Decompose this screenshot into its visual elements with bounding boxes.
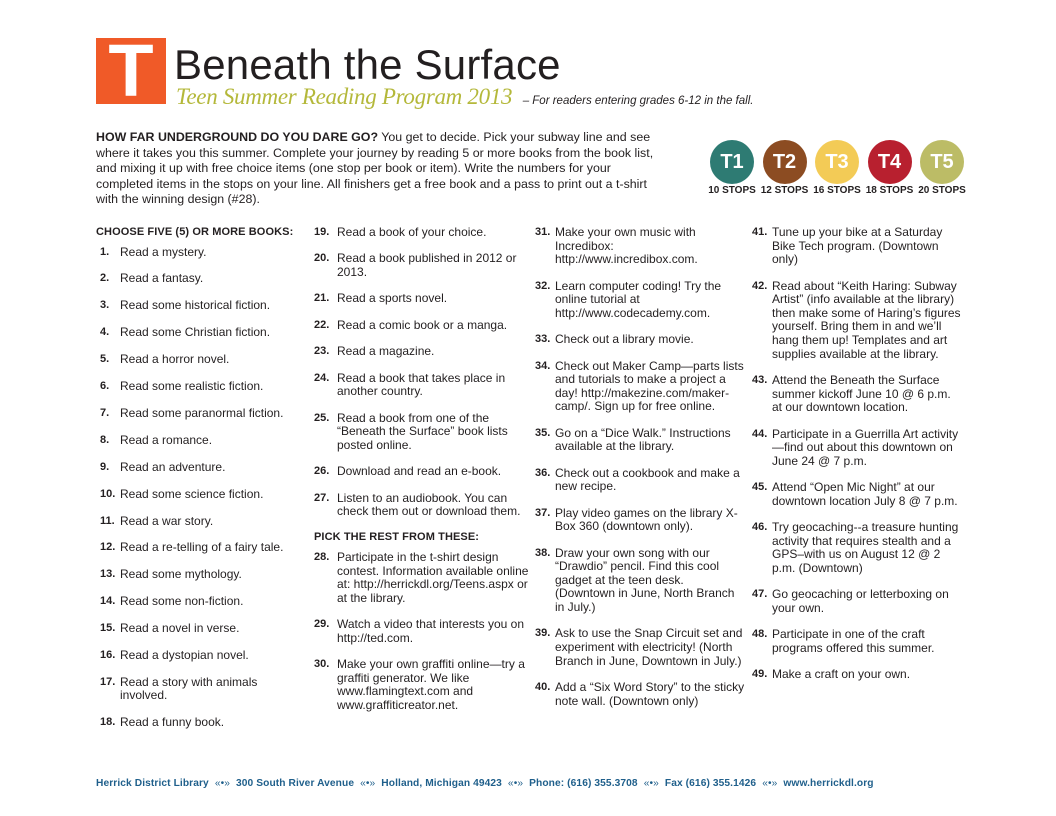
list-item [96,461,308,475]
item-number: 46. [752,521,768,534]
item-text: Try geocaching--a treasure hunting activity that requires stealth and a GPS–with us on August 12 @ 2 p.m. (Downtown) [772,520,959,575]
list-item [314,492,532,519]
list-item [96,716,308,730]
item-number: 10. [100,487,116,500]
item-number: 17. [100,675,116,688]
item-number: 12. [100,541,116,554]
list-item [752,374,964,415]
item-number: 30. [314,658,330,671]
item-text: Read about “Keith Haring: Subway Artist” (info available at the library) then make some of Haring’s figures yourself. Bring them in and we’ll hang them up! Templates and art supplies available at the library. [772,278,961,361]
list-item [752,588,964,615]
item-text: Participate in the t-shirt design contest. Information available online at: http://herrickdl.org/Teens.aspx or at the library. [337,550,529,605]
item-text: Go on a “Dice Walk.” Instructions available at the library. [555,425,731,454]
item-text: Make a craft on your own. [772,667,911,682]
item-number: 44. [752,427,768,440]
list-item [535,681,745,708]
footer-address: 300 South River Avenue [236,778,355,789]
line-badge-t3 [811,140,863,196]
item-text: Read a book from one of the “Beneath the Surface” book lists posted online. [337,410,508,452]
item-number: 11. [100,514,115,527]
item-number: 40. [535,681,551,694]
item-number: 18. [100,716,116,729]
books-heading: CHOOSE FIVE (5) OR MORE BOOKS: [96,226,294,238]
item-number: 31. [535,226,551,238]
item-text: Read a book published in 2012 or 2013. [337,251,517,279]
list-item [314,319,532,333]
item-text: Check out a cookbook and make a new recipe. [555,465,740,494]
item-number: 35. [535,426,551,439]
item-text: Add a “Six Word Story” to the sticky note wall. (Downtown only) [555,680,745,708]
list-item [96,434,308,448]
item-text: Read a book that takes place in another country. [337,370,506,399]
item-text: Read a magazine. [337,344,435,359]
list-item [752,668,964,682]
item-text: Read a novel in verse. [120,621,240,636]
list-item [96,649,308,663]
list-item [752,428,964,469]
item-number: 2. [100,272,110,285]
free-choice-list [314,551,532,713]
item-number: 6. [100,380,110,393]
list-item [752,226,964,267]
rest-heading: PICK THE REST FROM THESE: [314,531,480,544]
list-item [96,380,308,394]
list-item [314,412,532,453]
list-item [535,280,745,321]
footer-website-link[interactable]: www.herrickdl.org [783,778,874,789]
item-number: 34. [535,359,551,372]
item-text: Read some non-fiction. [120,594,244,609]
list-item [96,595,308,609]
list-item [535,507,745,534]
item-number: 27. [314,491,330,504]
item-number: 47. [752,588,768,601]
item-number: 16. [100,648,116,661]
item-text: Read a romance. [120,432,213,447]
list-item [535,427,745,454]
list-item [752,280,964,362]
line-circle: T3 [815,140,859,184]
list-item [535,333,745,347]
list-item [96,407,308,421]
footer-separator: «•» [643,778,659,789]
list-item [535,467,745,494]
list-item [96,299,308,313]
list-item [96,326,308,340]
item-text: Read a sports novel. [337,291,448,306]
list-item [314,618,532,645]
item-number: 14. [100,595,116,608]
list-item [752,481,964,508]
line-circle: T4 [868,140,912,184]
item-number: 33. [535,333,551,346]
item-text: Tune up your bike at a Saturday Bike Tech program. (Downtown only) [772,225,943,267]
list-item [314,292,532,306]
list-item [314,372,532,399]
column-4 [752,226,964,695]
item-text: Play video games on the library X-Box 360 (downtown only). [555,505,738,534]
line-stops: 10 STOPS [708,185,756,196]
item-text: Participate in a Guerrilla Art activity—find out about this downtown on June 24 @ 7 p.m. [772,426,959,468]
item-text: Participate in one of the craft programs offered this summer. [772,627,935,655]
free-choice-list [535,226,745,708]
footer [96,778,874,789]
item-text: Read some science fiction. [120,486,264,501]
list-item [314,658,532,712]
column-2 [314,226,532,725]
list-item [96,246,308,260]
footer-fax: Fax (616) 355.1426 [664,778,757,789]
footer-separator: «•» [360,778,376,789]
item-text: Learn computer coding! Try the online tutorial at http://www.codecademy.com. [555,278,722,320]
item-number: 38. [535,546,551,559]
item-text: Check out a library movie. [555,332,694,347]
item-text: Read some mythology. [120,567,242,582]
line-stops: 16 STOPS [813,185,861,196]
item-number: 28. [314,551,330,564]
line-badge-t1 [706,140,758,196]
subway-lines [706,140,968,200]
list-item [314,465,532,479]
column-1 [96,226,308,743]
item-text: Read a story with animals involved. [120,674,258,703]
list-item [535,627,745,668]
item-number: 29. [314,618,330,631]
item-number: 37. [535,506,551,519]
item-number: 39. [535,627,551,640]
item-number: 15. [100,622,116,635]
item-text: Read an adventure. [120,459,226,474]
line-stops: 18 STOPS [865,185,914,196]
list-item [96,622,308,636]
grades-note: – For readers entering grades 6-12 in the fall. [522,95,754,107]
item-number: 4. [100,326,110,339]
program-subtitle: Teen Summer Reading Program 2013 [176,84,513,109]
intro-paragraph [96,130,660,208]
item-text: Ask to use the Snap Circuit set and experiment with electricity! (North Branch in June, Downtown in July.) [555,626,743,668]
list-item [96,488,308,502]
list-item [96,676,308,703]
item-text: Download and read an e-book. [337,464,502,479]
footer-separator: «•» [507,778,524,789]
item-text: Check out Maker Camp—parts lists and tutorials to make a project a day! http://makezine.com/maker-camp/. Sign up for free online. [555,358,744,414]
item-text: Draw your own song with our “Drawdio” pencil. Find this cool gadget at the teen desk. (Downtown in June, North Branch in July.) [555,545,735,615]
list-item [535,547,745,615]
item-text: Attend “Open Mic Night” at our downtown location July 8 @ 7 p.m. [772,480,958,508]
item-number: 3. [100,299,110,312]
line-badge-t5 [916,140,968,196]
item-text: Read a mystery. [120,244,207,259]
list-item [96,541,308,555]
column-3 [535,226,745,721]
item-text: Read a war story. [120,513,214,528]
list-item [96,353,308,367]
logo-t: T [96,38,166,104]
item-text: Read a horror novel. [120,352,230,367]
line-circle: T2 [763,140,807,184]
line-circle: T1 [710,140,754,184]
list-item [314,345,532,359]
item-text: Read some historical fiction. [120,298,271,313]
list-item [96,272,308,286]
item-text: Read a book of your choice. [337,225,487,239]
item-text: Read a dystopian novel. [120,647,249,662]
item-number: 13. [100,568,116,581]
list-item [535,360,745,414]
page-title: Beneath the Surface [174,41,561,88]
item-text: Read a fantasy. [120,271,204,286]
item-text: Read a comic book or a manga. [337,317,508,332]
item-number: 21. [314,292,330,305]
line-stops: 20 STOPS [918,185,966,196]
list-item [314,226,532,240]
book-list [96,246,308,730]
footer-city: Holland, Michigan 49423 [381,778,502,789]
item-text: Watch a video that interests you on http://ted.com. [337,617,524,645]
item-number: 32. [535,279,551,292]
item-number: 45. [752,481,768,494]
list-item [314,252,532,279]
item-number: 8. [100,433,110,446]
list-item [96,568,308,582]
intro-lead: HOW FAR UNDERGROUND DO YOU DARE GO? [96,130,379,144]
item-text: Attend the Beneath the Surface summer kickoff June 10 @ 6 p.m. at our downtown location. [772,372,951,415]
item-text: Listen to an audiobook. You can check them out or download them. [337,490,521,519]
list-item [535,226,745,267]
item-number: 36. [535,466,551,479]
list-item [314,551,532,605]
list-item [752,628,964,655]
footer-separator: «•» [762,778,778,789]
item-number: 48. [752,628,768,641]
list-item [752,521,964,575]
item-text: Read some Christian fiction. [120,325,271,340]
item-text: Make your own music with Incredibox: http://www.incredibox.com. [555,225,698,267]
item-number: 43. [752,373,768,386]
item-number: 41. [752,226,768,238]
item-text: Go geocaching or letterboxing on your own. [772,587,949,615]
item-number: 9. [100,460,110,473]
book-list-continued [314,226,532,519]
item-text: Read some realistic fiction. [120,379,264,394]
subtitle-row [176,84,753,110]
item-text: Read a funny book. [120,715,225,730]
item-number: 5. [100,353,110,366]
line-circle: T5 [920,140,964,184]
list-item [96,515,308,529]
item-number: 20. [314,252,330,265]
line-badge-t2 [759,140,811,196]
item-number: 25. [314,411,330,424]
footer-phone: Phone: (616) 355.3708 [529,778,638,789]
item-number: 7. [100,406,110,419]
item-number: 23. [314,345,330,358]
item-number: 19. [314,226,330,238]
item-number: 49. [752,668,768,681]
footer-separator: «•» [214,778,231,789]
free-choice-list [752,226,964,682]
line-badge-t4 [864,140,916,196]
item-text: Make your own graffiti online—try a graffiti generator. We like www.flamingtext.com and www.graffiticreator.net. [337,657,525,713]
line-stops: 12 STOPS [760,185,809,196]
item-number: 22. [314,318,330,331]
item-text: Read some paranormal fiction. [120,405,284,420]
intro-body: You get to decide. Pick your subway line and see where it takes you this summer. Complete your journey by reading 5 or more books from the book list, and mixing it up with free choice items (one stop per book or item). Write the numbers for your completed items in the stops on your line. All finishers get a free book and a pass to print out a t-shirt with the winning design (#28). [96,130,654,207]
item-number: 26. [314,465,330,478]
item-number: 24. [314,371,330,384]
item-text: Read a re-telling of a fairy tale. [120,540,284,555]
footer-library: Herrick District Library [96,778,209,789]
item-number: 1. [100,245,110,258]
item-number: 42. [752,279,768,292]
